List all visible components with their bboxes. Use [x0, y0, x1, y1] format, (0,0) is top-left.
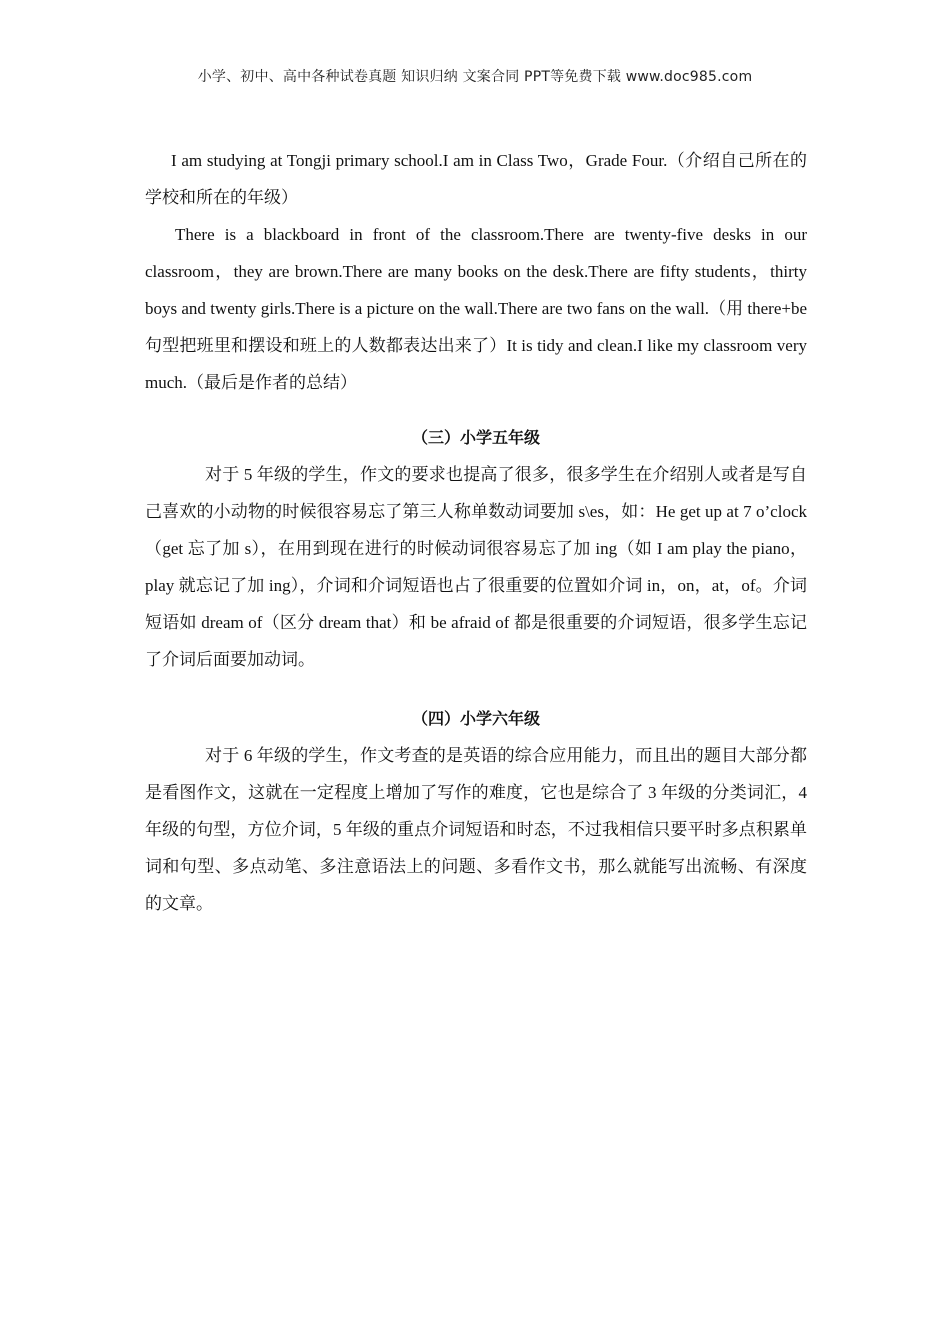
document-body: [145, 142, 807, 922]
section-title-grade-five: （三）小学五年级: [411, 428, 540, 447]
spacer: [145, 678, 807, 700]
paragraph-classroom-description: There is a blackboard in front of the classroom.There are twenty-five desks in our classroom，they are brown.There are many books on the desk.There are fifty students，thirty boys and twenty girls.There is a picture on the wall.There are two fans on the wall.（用 there+be 句型把班里和摆设和班上的人数都表达出来了）It is tidy and clean.I like my classroom very much.（最后是作者的总结）: [145, 225, 807, 392]
paragraph-grade-five: 对于 5 年级的学生，作文的要求也提高了很多，很多学生在介绍别人或者是写自己喜欢的小动物的时候很容易忘了第三人称单数动词要加 s\es，如：He get up at 7 o’clock（get 忘了加 s），在用到现在进行的时候动词很容易忘了加 ing（如 I am play the piano，play 就忘记了加 ing），介词和介词短语也占了很重要的位置如介词 in，on，at，of。介词短语如 dream of（区分 dream that）和 be afraid of 都是很重要的介词短语，很多学生忘记了介词后面要加动词。: [145, 465, 807, 669]
page-header: 小学、初中、高中各种试卷真题 知识归纳 文案合同 PPT等免费下载 www.doc985.com: [197, 69, 753, 85]
paragraph-school-intro: I am studying at Tongji primary school.I am in Class Two，Grade Four.（介绍自己所在的学校和所在的年级）: [145, 151, 807, 207]
spacer: [145, 401, 807, 419]
section-title-grade-six: （四）小学六年级: [411, 709, 540, 728]
paragraph-grade-six: 对于 6 年级的学生，作文考查的是英语的综合应用能力，而且出的题目大部分都是看图作文，这就在一定程度上增加了写作的难度，它也是综合了 3 年级的分类词汇，4 年级的句型，方位介词，5 年级的重点介词短语和时态，不过我相信只要平时多点积累单词和句型、多点动笔、多注意语法上的问题、多看作文书，那么就能写出流畅、有深度的文章。: [145, 746, 807, 913]
